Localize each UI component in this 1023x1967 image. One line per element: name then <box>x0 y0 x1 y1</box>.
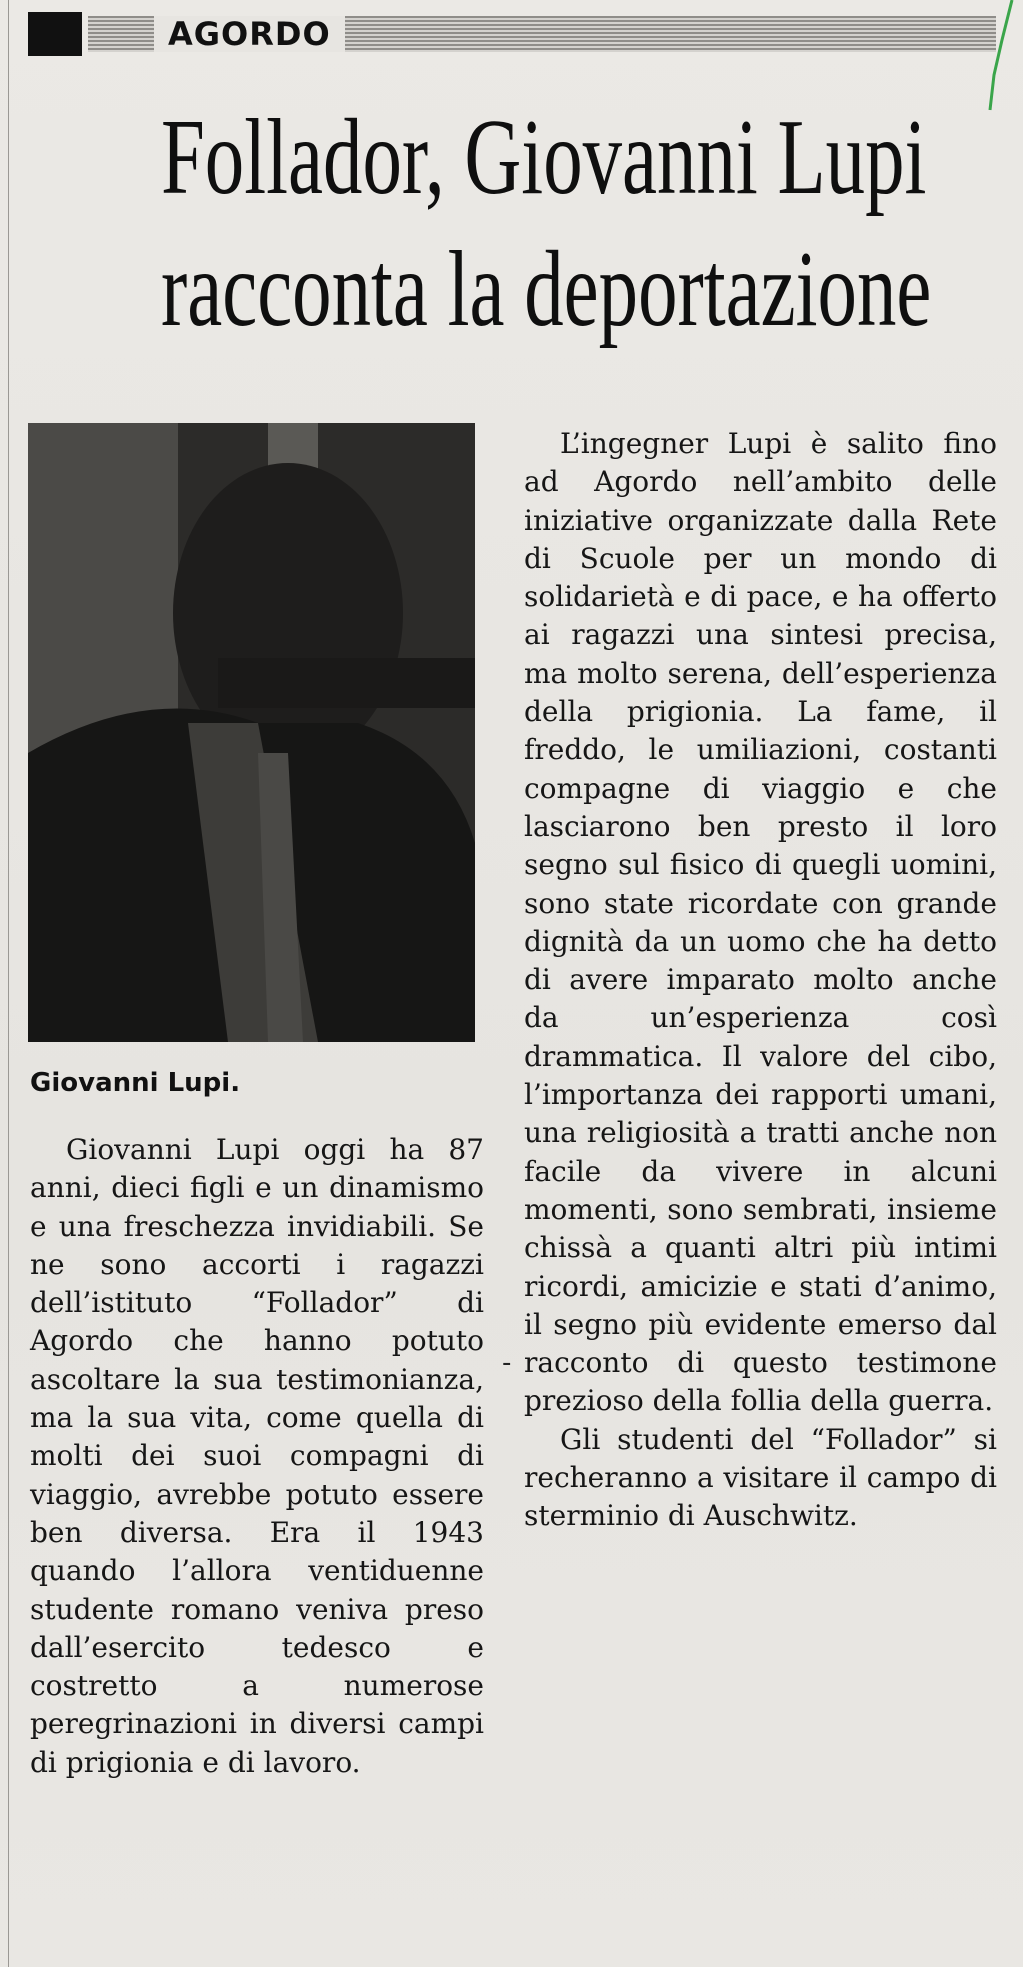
section-marker-block <box>28 12 82 56</box>
headline-line-1: Follador, Giovanni Lupi <box>160 98 927 217</box>
column-rule <box>8 0 9 1967</box>
portrait-photo <box>28 423 475 1042</box>
headline-line-2: racconta la deportazione <box>160 230 932 349</box>
section-label: AGORDO <box>154 16 345 52</box>
section-header <box>28 10 998 58</box>
column-dash: - <box>502 1348 512 1378</box>
headline <box>160 92 932 356</box>
article-paragraph: Gli studenti del “Follador” si recheranno a visitare il campo di sterminio di Auschwitz. <box>524 1422 997 1533</box>
photo-caption: Giovanni Lupi. <box>30 1068 241 1098</box>
article-paragraph: Giovanni Lupi oggi ha 87 anni, dieci figli e un dinamismo e una freschezza invidiabili. Se ne sono accorti i ragazzi dell’istituto “Follador” di Agordo che hanno potuto ascoltare la sua testimonianza, ma la sua vita, come quella di molti dei suoi compagni di viaggio, avrebbe potuto essere ben diversa. Era il 1943 quando l’allora ventiduenne studente romano veniva preso dall’esercito tedesco e costretto a numerose peregrinazioni in diversi campi di prigionia e di lavoro. <box>30 1133 484 1779</box>
article-paragraph: L’ingegner Lupi è salito fino ad Agordo nell’ambito delle iniziative organizzate dalla Rete di Scuole per un mondo di solidarietà e di pace, e ha offerto ai ragazzi una sintesi precisa, ma molto serena, dell’esperienza della prigionia. La fame, il freddo, le umiliazioni, costanti compagne di viaggio e che lasciarono ben presto il loro segno sul fisico di quegli uomini, sono state ricordate con grande dignità da un uomo che ha detto di avere imparato molto anche da un’esperienza così drammatica. Il valore del cibo, l’importanza dei rapporti umani, una religiosità a tratti anche non facile da vivere in alcuni momenti, sono sembrati, insieme chissà a quanti altri più intimi ricordi, amicizie e stati d’animo, il segno più evidente emerso dal racconto di questo testimone prezioso della follia della guerra. <box>524 427 997 1418</box>
article-column-left <box>30 1131 484 1782</box>
article-column-right <box>524 425 997 1536</box>
